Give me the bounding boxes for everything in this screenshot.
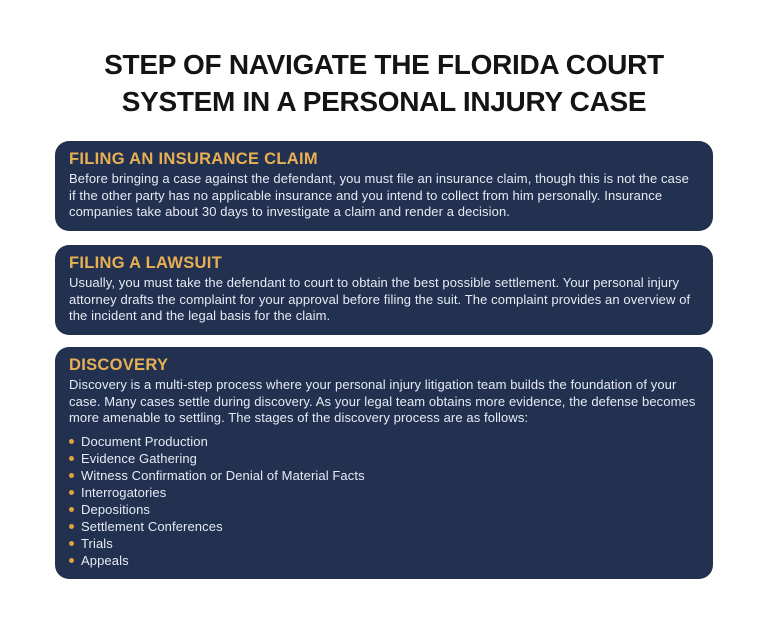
list-item-label: Witness Confirmation or Denial of Material Facts	[81, 467, 365, 483]
page-title	[0, 46, 768, 120]
bullet-icon	[69, 490, 74, 495]
bullet-icon	[69, 507, 74, 512]
bullet-icon	[69, 541, 74, 546]
list-item	[69, 467, 699, 484]
discovery-stages-list	[69, 433, 699, 569]
page-title-line-1: STEP OF NAVIGATE THE FLORIDA COURT	[104, 49, 664, 80]
list-item-label: Appeals	[81, 552, 129, 568]
list-item-label: Evidence Gathering	[81, 450, 197, 466]
bullet-icon	[69, 439, 74, 444]
card-body-discovery: Discovery is a multi-step process where your personal injury litigation team builds the foundation of your case. Many cases settle during discovery. As your legal team obtains more evidence, the defense becomes more amenable to settling. The stages of the discovery process are as follows:	[69, 377, 696, 425]
card-heading-filing-lawsuit: FILING A LAWSUIT	[69, 254, 222, 272]
card-body-filing-lawsuit: Usually, you must take the defendant to court to obtain the best possible settlement. Your personal injury attorney drafts the complaint for your approval before filing the suit. The complaint provides an overview of the incident and the legal basis for the claim.	[69, 275, 691, 323]
list-item	[69, 552, 699, 569]
bullet-icon	[69, 558, 74, 563]
list-item	[69, 518, 699, 535]
list-item-label: Interrogatories	[81, 484, 167, 500]
card-filing-insurance-claim	[55, 141, 713, 231]
list-item-label: Depositions	[81, 501, 151, 517]
card-filing-lawsuit	[55, 245, 713, 335]
list-item	[69, 501, 699, 518]
bullet-icon	[69, 456, 74, 461]
bullet-icon	[69, 524, 74, 529]
card-heading-filing-insurance-claim: FILING AN INSURANCE CLAIM	[69, 150, 318, 168]
list-item	[69, 433, 699, 450]
card-heading-discovery: DISCOVERY	[69, 356, 169, 374]
list-item-label: Trials	[81, 535, 113, 551]
page-title-line-2: SYSTEM IN A PERSONAL INJURY CASE	[121, 86, 647, 117]
list-item-label: Document Production	[81, 433, 208, 449]
list-item	[69, 450, 699, 467]
list-item-label: Settlement Conferences	[81, 518, 223, 534]
card-body-filing-insurance-claim: Before bringing a case against the defendant, you must file an insurance claim, though this is not the case if the other party has no applicable insurance and you intend to collect from him personally. Insurance companies take about 30 days to investigate a claim and render a decision.	[69, 171, 689, 219]
card-discovery	[55, 347, 713, 579]
list-item	[69, 535, 699, 552]
bullet-icon	[69, 473, 74, 478]
list-item	[69, 484, 699, 501]
